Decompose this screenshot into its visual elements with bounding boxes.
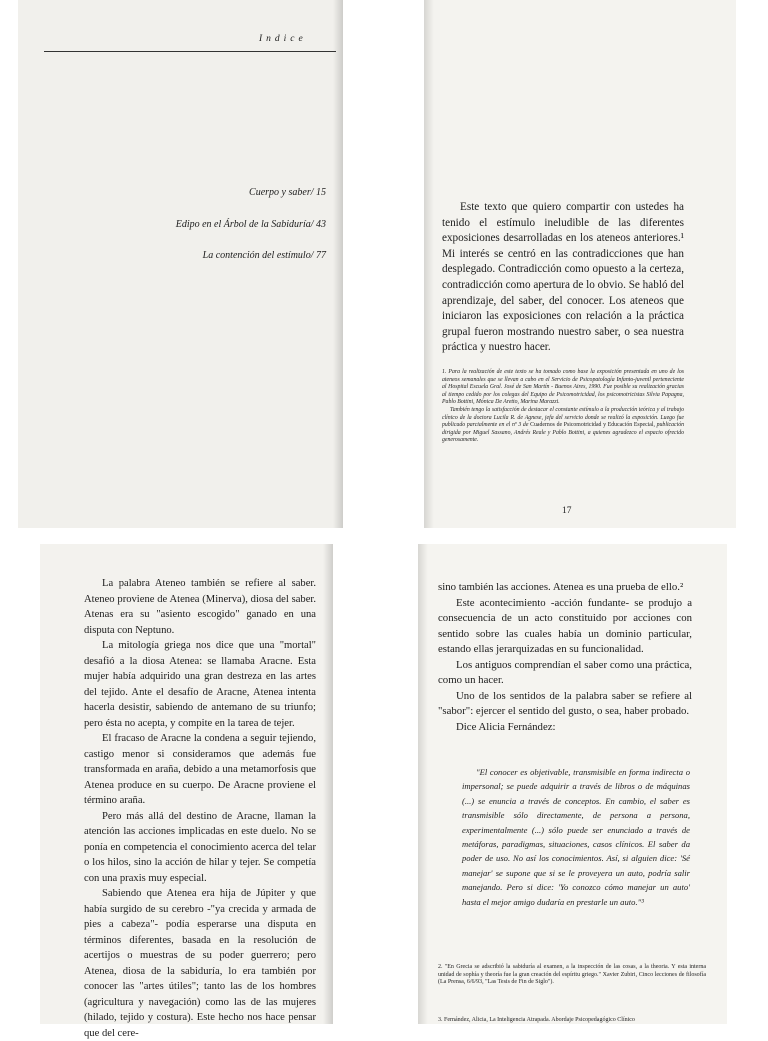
paragraph: La mitología griega nos dice que una "mortal" desafió a la diosa Atenea: se llamaba Aracne. Esta mujer había adquirido una gran destreza en las artes del tejido. Ante el desafío de Aracne, Atenea intenta hacerla desistir, sabiendo de antemano de su triunfo; pero ésta no acepta, y compite en la tarea de tejer. xyxy=(84,640,316,729)
index-title: Indice xyxy=(259,34,307,44)
body-text xyxy=(438,580,692,735)
paragraph: Este texto que quiero compartir con ustedes ha tenido el estímulo ineludible de las diferentes exposiciones desarrolladas en los ateneos anteriores.¹ Mi interés se centró en las contradicciones que han desplegado. Contradicción como opuesto a la certeza, contradicción como apertura de lo obvio. Se habló del aprendizaje, del saber, del conocer. Los ateneos que iniciaron las exposiciones con relación a la práctica grupal fueron mostrando nuestro saber, o sea nuestra práctica y nuestro hacer. xyxy=(442,201,685,354)
index-page xyxy=(18,0,343,528)
paragraph: Pero más allá del destino de Aracne, llaman la atención las acciones implicadas en este duelo. No se ponía en competencia el conocimiento acerca del telar o los hilos, sino la acción de hilar y tejer. Se competía con una praxis muy especial. xyxy=(84,810,316,884)
page-saber xyxy=(418,544,727,1024)
paragraph: La palabra Ateneo también se refiere al saber. Ateneo proviene de Atenea (Minerva), diosa del saber. Atenas era su "asiento escogido" ganado en una disputa con Neptuno. xyxy=(84,578,316,636)
paragraph: Sabiendo que Atenea era hija de Júpiter y que había surgido de su cerebro -"ya crecida y armada de pies a cabeza"- podía esperarse una disputa en términos diferentes, basada en la resolución de acertijos o muestras de su poder guerrero; pero Atenea, diosa de la sabiduría, lo era también por conocer las "artes útiles"; tanto las de los hombres (agricultura y navegación) como las de las mujeres (hilado, tejido y costura). Este hecho nos hace pensar que del cere- xyxy=(84,888,316,1039)
quote-text: "El conocer es objetivable, transmisible en forma indirecta o impersonal; se puede adquirir a través de libros o de máquinas (...) se enuncia a través de conceptos. En cambio, el saber es transmisible sólo directamente, de persona a persona, experimentalmente (...) sólo puede ser enunciado a través de metáforas, paradigmas, situaciones, casos clínicos. El saber da poder de uso. No así los conocimientos. Así, si alguien dice: 'Sé manejar' se supone que si se le proveyera un auto, podría salir manejando. Pero si dice: 'Yo conozco cómo manejar un auto' hasta el mejor amigo dudaría en prestarle un auto."³ xyxy=(462,767,690,907)
block-quote xyxy=(462,765,690,909)
footnote-1: 1. Para la realización de este texto se ha tomado como base la exposición presentada en uno de los ateneos semanales que se llevan a cabo en el Servicio de Psicopatología Infanto-juvenil perteneciente al Hospital Escuela Gral. José de San Martín - Buenos Aires, 1990. Fue posible su realización gracias al tiempo cedido por los colegas del Equipo de Psicomotricidad, los psicomotricistas Silvia Papagna, Pablo Bottini, Mónica De Aretto, Marina Marazzi. xyxy=(442,369,684,406)
footnotes xyxy=(442,369,684,445)
toc-entry: Edipo en el Árbol de la Sabiduría/ 43 xyxy=(175,219,326,230)
header-rule xyxy=(44,51,336,52)
paragraph: Uno de los sentidos de la palabra saber se refiere al "sabor": ejercer el sentido del gusto, o sea, haber probado. xyxy=(438,689,692,717)
page-shadow xyxy=(424,0,434,528)
body-text xyxy=(84,576,316,1041)
page-shadow xyxy=(323,544,333,1024)
paragraph: Este acontecimiento -acción fundante- se produjo a consecuencia de un acto constituido por acciones con sentido sobre las cuales había un dominio particular, estando ellas jerarquizadas en su funcionalidad. xyxy=(438,596,692,655)
page-17 xyxy=(424,0,736,528)
footnote-2: 2. "En Grecia se adscribió la sabiduría al examen, a la inspección de las cosas, a la theoria. Y esta interna unidad de sophía y theoría fue la gran creación del espíritu griego." Xavier Zubiri, Cinco lecciones de filosofía (La Prensa, 6/6/93, "Las Tesis de Fin de Siglo"). xyxy=(438,964,706,986)
paragraph: Los antiguos comprendían el saber como una práctica, como un hacer. xyxy=(438,658,692,686)
page-ateneo xyxy=(40,544,333,1039)
toc-entry: La contención del estímulo/ 77 xyxy=(202,250,326,261)
paragraph: El fracaso de Aracne la condena a seguir tejiendo, castigo menor si consideramos que además fue transformada en araña, debido a una metamorfosis que Atenea produce en su cuerpo. De Aracne proviene el término araña. xyxy=(84,733,316,806)
page-shadow xyxy=(418,544,428,1024)
toc-entry: Cuerpo y saber/ 15 xyxy=(249,187,326,198)
footnote-1-continued: También tengo la satisfacción de destacar el constante estímulo a la producción teórica y al trabajo clínico de la doctora Lucila R. de Agnese, jefa del servicio donde se realizó la exposición. Luego fue publicado parcialmente en el nº 3 de Cuadernos de Psicomotricidad y Educación Especial, publicación dirigida por Miguel Sassano, Andrés Reale y Pablo Bottini, a quienes agradezco el espacio ofrecido generosamente. xyxy=(442,406,685,444)
paragraph: sino también las acciones. Atenea es una prueba de ello.² xyxy=(438,581,684,593)
body-text xyxy=(442,200,684,356)
page-shadow xyxy=(333,0,343,528)
paragraph: Dice Alicia Fernández: xyxy=(456,720,556,733)
footnote-3: 3. Fernández, Alicia, La Inteligencia Atrapada. Abordaje Psicopedagógico Clínico xyxy=(438,1017,635,1023)
page-number: 17 xyxy=(562,506,572,516)
